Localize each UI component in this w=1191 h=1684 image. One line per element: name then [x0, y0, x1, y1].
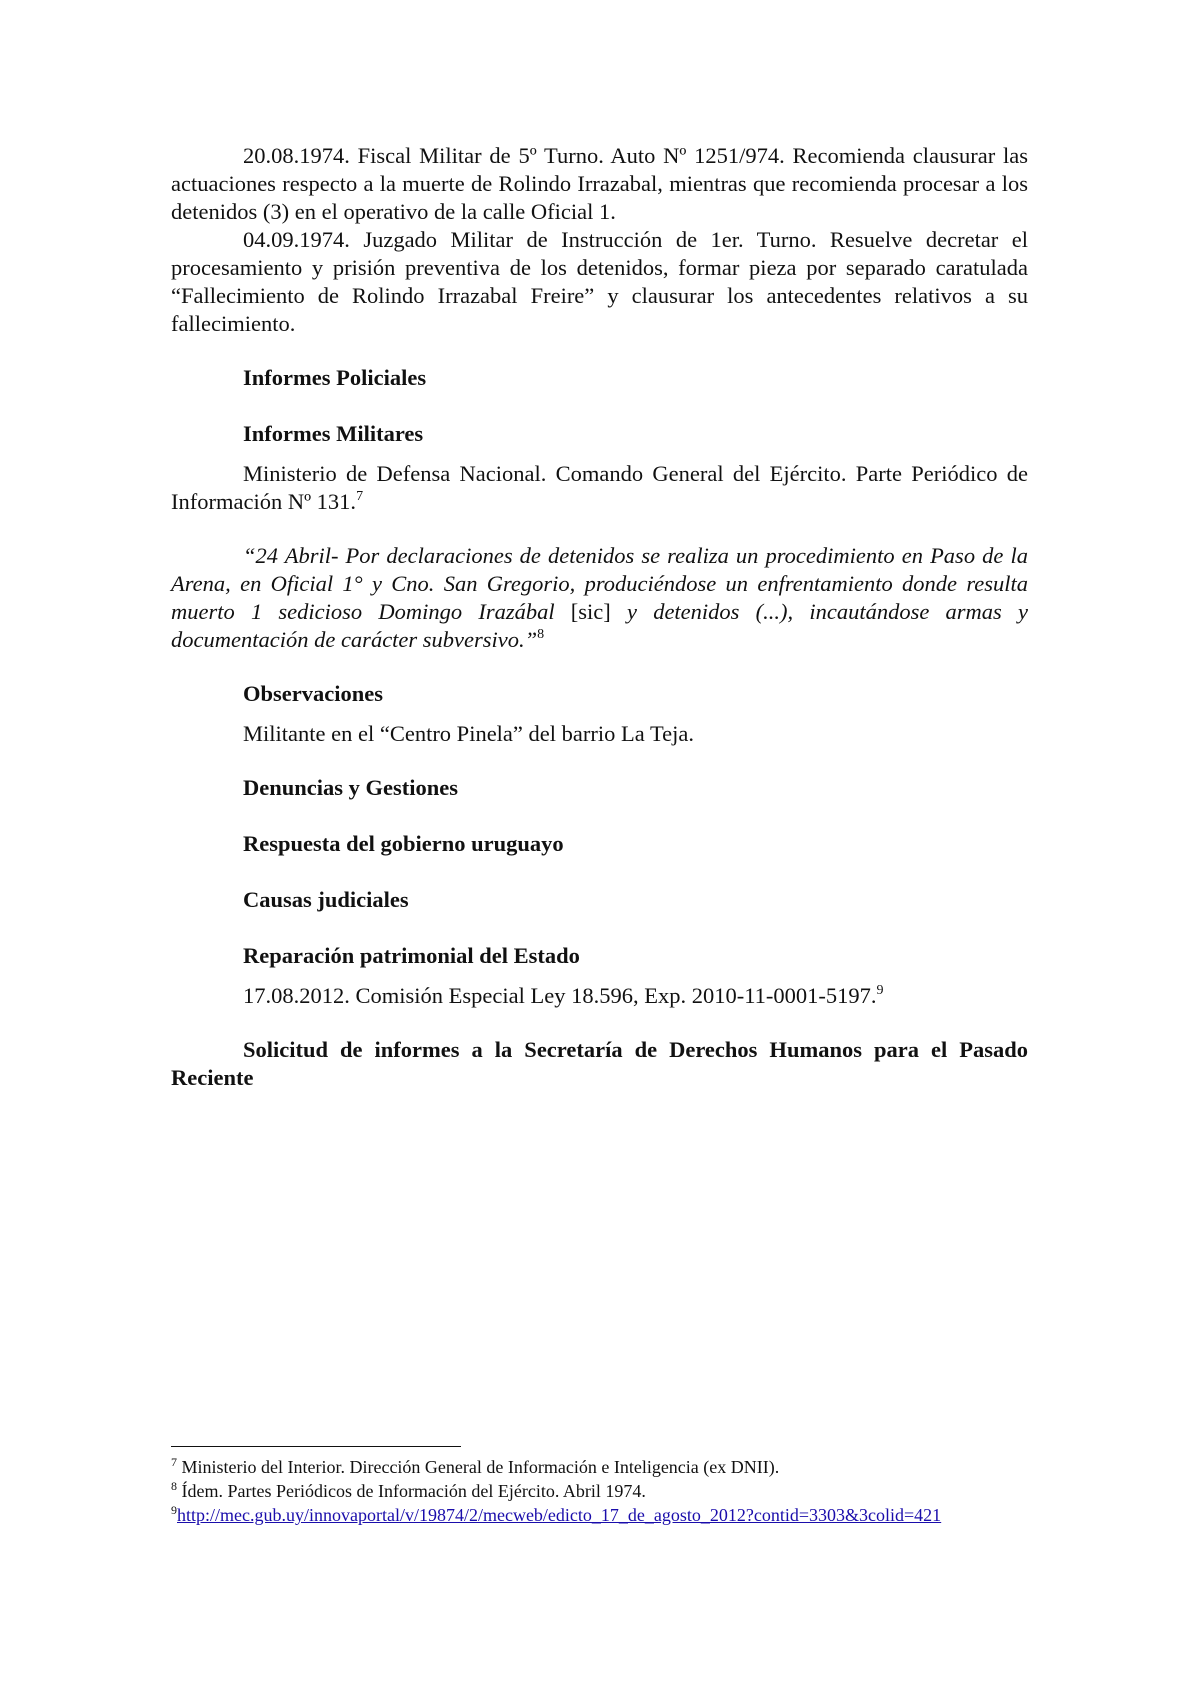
- footnote-number-7: 7: [171, 1455, 177, 1469]
- heading-causas-judiciales: Causas judiciales: [243, 887, 409, 912]
- paragraph-ministerio-defensa: [171, 460, 1028, 516]
- quote-text-part1: “24 Abril- Por declaraciones de detenidos se realiza un procedimiento en Paso de la Arena, en Oficial 1° y Cno. San Gregorio, produciéndose un enfrentamiento donde resulta muerto 1 sedicioso Domingo Irazábal: [171, 543, 1028, 624]
- heading-solicitud-informes: Solicitud de informes a la Secretaría de Derechos Humanos para el Pasado Reciente: [171, 1037, 1028, 1090]
- quote-sic: [sic]: [570, 599, 611, 624]
- footnote-number-8: 8: [171, 1479, 177, 1493]
- reparacion-text: [171, 982, 1028, 1010]
- heading-respuesta-gobierno: Respuesta del gobierno uruguayo: [243, 831, 564, 856]
- footnote-text-7: Ministerio del Interior. Dirección General de Información e Inteligencia (ex DNII).: [177, 1457, 780, 1477]
- heading-reparacion-patrimonial: Reparación patrimonial del Estado: [243, 943, 580, 968]
- paragraph-juzgado-militar: 04.09.1974. Juzgado Militar de Instrucción de 1er. Turno. Resuelve decretar el procesamiento y prisión preventiva de los detenidos, formar pieza por separado caratulada “Fallecimiento de Rolindo Irrazabal Freire” y clausurar los antecedentes relativos a su fallecimiento.: [171, 227, 1028, 336]
- quote-text-part2: y detenidos (...), incautándose armas y documentación de carácter subversivo.”: [171, 599, 1028, 652]
- reparacion-detail: 17.08.2012. Comisión Especial Ley 18.596, Exp. 2010-11-0001-5197.: [243, 983, 877, 1008]
- paragraph-fiscal-militar: 20.08.1974. Fiscal Militar de 5º Turno. Auto Nº 1251/974. Recomienda clausurar las actuaciones respecto a la muerte de Rolindo Irrazabal, mientras que recomienda procesar a los detenidos (3) en el operativo de la calle Oficial 1.: [171, 143, 1028, 224]
- footnote-number-9: 9: [171, 1503, 177, 1517]
- quote-parte-periodico: [171, 542, 1028, 654]
- footnote-ref-9[interactable]: 9: [876, 983, 884, 998]
- footnotes: [171, 1455, 1028, 1527]
- heading-denuncias-gestiones: Denuncias y Gestiones: [243, 775, 459, 800]
- footnote-link-9[interactable]: http://mec.gub.uy/innovaportal/v/19874/2/mecweb/edicto_17_de_agosto_2012?contid=3303&3colid=421: [177, 1505, 942, 1525]
- footnote-8: [171, 1479, 1028, 1503]
- footnote-text-8: Ídem. Partes Periódicos de Información del Ejército. Abril 1974.: [177, 1481, 646, 1501]
- footnote-separator: [171, 1446, 461, 1447]
- footnote-9: [171, 1503, 1028, 1527]
- heading-informes-militares: Informes Militares: [243, 421, 424, 446]
- heading-observaciones: Observaciones: [243, 681, 383, 706]
- document-body: [171, 142, 1028, 1092]
- footnote-ref-7[interactable]: 7: [356, 489, 364, 504]
- heading-informes-policiales: Informes Policiales: [243, 365, 427, 390]
- observaciones-text: Militante en el “Centro Pinela” del barrio La Teja.: [243, 721, 694, 746]
- footnote-7: [171, 1455, 1028, 1479]
- footnote-ref-8[interactable]: 8: [537, 627, 545, 642]
- ministerio-text: Ministerio de Defensa Nacional. Comando General del Ejército. Parte Periódico de Información Nº 131.: [171, 461, 1028, 514]
